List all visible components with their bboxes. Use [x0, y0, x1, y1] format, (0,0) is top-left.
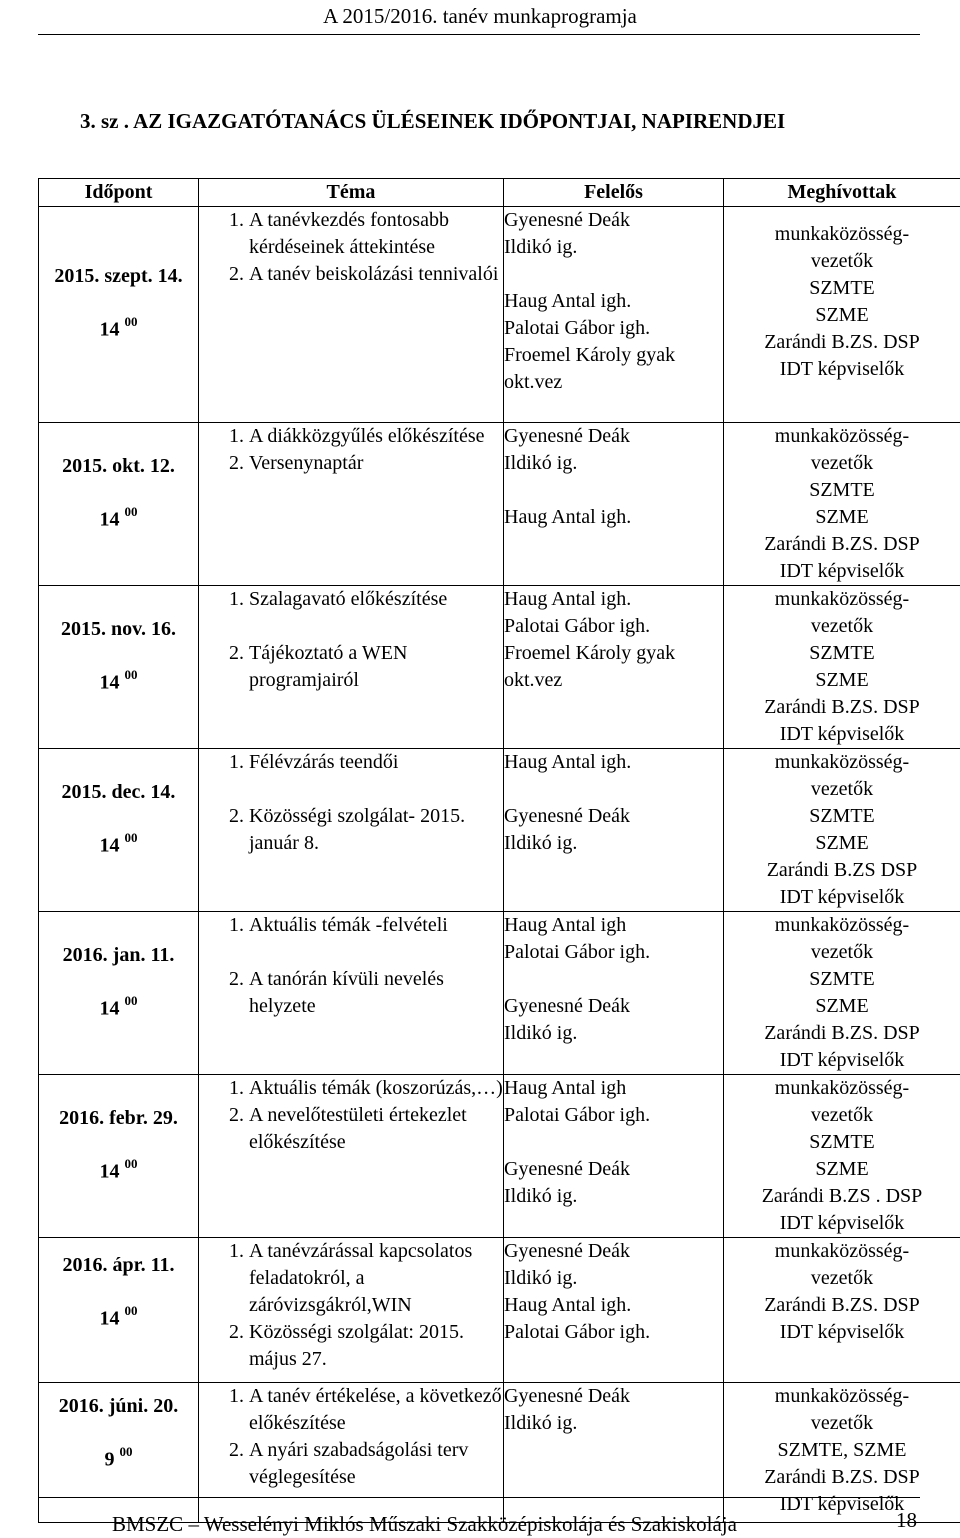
responsible-line: Ildikó ig. [504, 1185, 578, 1207]
meeting-time [39, 1440, 198, 1474]
responsible-line: okt.vez [504, 669, 563, 691]
guest-line: SZME [815, 304, 869, 326]
responsible-line: Ildikó ig. [504, 236, 578, 258]
responsible-line: Froemel Károly gyak [504, 344, 676, 366]
guest-line: SZME [815, 995, 869, 1017]
guest-line: Zarándi B.ZS . DSP [761, 1185, 923, 1207]
topic-list [199, 1075, 503, 1156]
meeting-date-cell [39, 586, 199, 749]
guest-line: munkaközösség- [774, 1385, 910, 1407]
responsible-cell [504, 586, 724, 749]
meeting-time-minutes: 00 [124, 504, 138, 519]
topic-item: 1. A tanév értékelése, a következő előkészítése [249, 1383, 503, 1437]
responsible-line: Gyenesné Deák [504, 425, 631, 447]
meeting-time-hour: 14 [99, 508, 120, 531]
guest-line: vezetők [810, 250, 874, 272]
responsible-line: Gyenesné Deák [504, 1385, 631, 1407]
guest-line: munkaközösség- [774, 751, 910, 773]
meeting-time-hour: 14 [99, 318, 120, 341]
responsible-line: Haug Antal igh. [504, 506, 632, 528]
meeting-time [39, 1152, 198, 1186]
guest-line: munkaközösség- [774, 1240, 910, 1262]
meeting-date: 2015. okt. 12. [62, 455, 175, 477]
table-row [39, 423, 960, 586]
responsible-line: Palotai Gábor igh. [504, 1104, 651, 1126]
topic-cell [199, 207, 504, 423]
meeting-time-minutes: 00 [119, 1444, 133, 1459]
meeting-time-hour: 14 [99, 997, 120, 1020]
meeting-time-hour: 14 [99, 834, 120, 857]
guest-line: SZME [815, 1158, 869, 1180]
meeting-time-hour: 14 [99, 1160, 120, 1183]
table-row [39, 1238, 960, 1383]
responsible-line: Haug Antal igh [504, 914, 627, 936]
schedule-table [38, 178, 960, 1523]
topic-item: 1. Aktuális témák -felvételi [249, 912, 503, 939]
meeting-time-minutes: 00 [124, 1156, 138, 1171]
responsible-line: Ildikó ig. [504, 1022, 578, 1044]
meeting-time-hour: 14 [99, 1307, 120, 1330]
table-row [39, 749, 960, 912]
meeting-time-minutes: 00 [124, 830, 138, 845]
topic-list [199, 207, 503, 288]
meeting-time-hour: 14 [99, 671, 120, 694]
guests-cell [724, 749, 960, 912]
meeting-date: 2015. dec. 14. [61, 781, 176, 803]
header-date: Időpont [39, 179, 199, 207]
topic-list [199, 423, 503, 477]
topic-item: 2. A nevelőtestületi értekezlet előkészítése [249, 1102, 503, 1156]
guests-cell [724, 586, 960, 749]
responsible-cell [504, 1075, 724, 1238]
page-header-title: A 2015/2016. tanév munkaprogramja [323, 4, 637, 28]
topic-item: 2. A tanórán kívüli nevelés helyzete [249, 966, 503, 1020]
guest-line: IDT képviselők [779, 560, 905, 582]
guest-line: Zarándi B.ZS. DSP [764, 1294, 920, 1316]
guest-line: Zarándi B.ZS DSP [766, 859, 918, 881]
table-header-row [39, 179, 960, 207]
meeting-date: 2015. nov. 16. [60, 618, 177, 640]
guest-line: SZMTE [809, 277, 875, 299]
responsible-cell [504, 423, 724, 586]
responsible-cell [504, 1238, 724, 1383]
responsible-line: Palotai Gábor igh. [504, 941, 651, 963]
guest-line: IDT képviselők [779, 1493, 905, 1515]
topic-item: 2. Tájékoztató a WEN programjairól [249, 640, 503, 694]
responsible-line: Haug Antal igh. [504, 588, 632, 610]
topic-cell [199, 749, 504, 912]
responsible-line [504, 776, 723, 803]
meeting-time-minutes: 00 [124, 1303, 138, 1318]
meeting-date: 2016. ápr. 11. [62, 1254, 175, 1276]
guests-cell [724, 912, 960, 1075]
guest-line: vezetők [810, 615, 874, 637]
topic-item: 2. A tanév beiskolázási tennivalói [249, 261, 503, 288]
guest-line: IDT képviselők [779, 886, 905, 908]
responsible-line [504, 1129, 723, 1156]
meeting-time-minutes: 00 [124, 993, 138, 1008]
topic-list [199, 586, 503, 694]
topic-item: 2. Közösségi szolgálat: 2015. május 27. [249, 1319, 503, 1373]
topic-item: 2. Közösségi szolgálat- 2015. január 8. [249, 803, 503, 857]
topic-list [199, 749, 503, 857]
meeting-date: 2015. szept. 14. [54, 265, 183, 287]
guest-line: SZME [815, 669, 869, 691]
footer-text: BMSZC – Wesselényi Miklós Műszaki Szakközépiskolája és Szakiskolája [112, 1512, 737, 1536]
responsible-cell [504, 1383, 724, 1523]
topic-cell [199, 1075, 504, 1238]
responsible-line: Gyenesné Deák [504, 1240, 631, 1262]
topic-list [199, 912, 503, 1020]
guests-cell [724, 1075, 960, 1238]
responsible-line: Gyenesné Deák [504, 1158, 631, 1180]
guest-line: vezetők [810, 452, 874, 474]
guests-cell [724, 423, 960, 586]
responsible-line: Ildikó ig. [504, 1412, 578, 1434]
topic-item: 2. A nyári szabadságolási terv véglegesítése [249, 1437, 503, 1491]
guest-line: vezetők [810, 1267, 874, 1289]
guest-line: SZMTE [809, 642, 875, 664]
meeting-date-cell [39, 1238, 199, 1383]
guest-line: munkaközösség- [774, 223, 910, 245]
guest-line: Zarándi B.ZS. DSP [764, 1022, 920, 1044]
responsible-cell [504, 207, 724, 423]
meeting-date-cell [39, 423, 199, 586]
meeting-date-cell [39, 1383, 199, 1523]
guests-cell [724, 1383, 960, 1523]
guests-cell [724, 1238, 960, 1383]
guest-line: munkaközösség- [774, 588, 910, 610]
responsible-line: Haug Antal igh [504, 1077, 627, 1099]
table-row [39, 1075, 960, 1238]
guest-line: vezetők [810, 1104, 874, 1126]
meeting-date-cell [39, 1075, 199, 1238]
guest-line: Zarándi B.ZS. DSP [764, 331, 920, 353]
topic-item: 1. Szalagavató előkészítése [249, 586, 503, 613]
footer-divider [38, 1497, 920, 1498]
header-topic: Téma [199, 179, 504, 207]
header-divider [38, 34, 920, 35]
guest-line: IDT képviselők [779, 723, 905, 745]
guest-line: SZMTE [809, 1131, 875, 1153]
schedule-rows [39, 207, 960, 1523]
meeting-date: 2016. jan. 11. [62, 944, 175, 966]
responsible-line: Ildikó ig. [504, 832, 578, 854]
responsible-line [504, 477, 723, 504]
meeting-time [39, 1299, 198, 1333]
responsible-line: Palotai Gábor igh. [504, 1321, 651, 1343]
responsible-line: Palotai Gábor igh. [504, 615, 651, 637]
guest-line: SZMTE [809, 805, 875, 827]
responsible-line: Palotai Gábor igh. [504, 317, 651, 339]
guest-line: SZME [815, 832, 869, 854]
page-number: 18 [896, 1508, 917, 1532]
responsible-line [504, 261, 723, 288]
responsible-line: Gyenesné Deák [504, 209, 631, 231]
meeting-time [39, 989, 198, 1023]
responsible-line: Haug Antal igh. [504, 290, 632, 312]
guests-cell [724, 207, 960, 423]
meeting-date-cell [39, 912, 199, 1075]
responsible-line: Haug Antal igh. [504, 751, 632, 773]
responsible-line: Haug Antal igh. [504, 1294, 632, 1316]
meeting-date-cell [39, 749, 199, 912]
guest-line: IDT képviselők [779, 1321, 905, 1343]
responsible-line: okt.vez [504, 371, 563, 393]
topic-list [199, 1238, 503, 1373]
meeting-time [39, 500, 198, 534]
table-row [39, 1383, 960, 1523]
meeting-time-hour: 9 [104, 1448, 115, 1471]
guest-line: IDT képviselők [779, 358, 905, 380]
guest-line: vezetők [810, 941, 874, 963]
meeting-time [39, 826, 198, 860]
guest-line: IDT képviselők [779, 1212, 905, 1234]
topic-item: 1. Aktuális témák (koszorúzás,…) [249, 1075, 503, 1102]
responsible-line [504, 966, 723, 993]
topic-item: 2. Versenynaptár [249, 450, 503, 477]
responsible-line: Gyenesné Deák [504, 995, 631, 1017]
topic-cell [199, 1238, 504, 1383]
guest-line: SZME [815, 506, 869, 528]
guest-line: SZMTE, SZME [777, 1439, 907, 1461]
guest-line: SZMTE [809, 479, 875, 501]
meeting-date: 2016. febr. 29. [59, 1107, 178, 1129]
meeting-time-minutes: 00 [124, 314, 138, 329]
topic-item: 1. A diákközgyűlés előkészítése [249, 423, 503, 450]
topic-cell [199, 912, 504, 1075]
section-title: 3. sz . AZ IGAZGATÓTANÁCS ÜLÉSEINEK IDŐPONTJAI, NAPIRENDJEI [80, 109, 786, 133]
guest-line: Zarándi B.ZS. DSP [764, 533, 920, 555]
topic-list [199, 1383, 503, 1491]
table-row [39, 207, 960, 423]
header-guests: Meghívottak [724, 179, 960, 207]
topic-item: 1. A tanévzárással kapcsolatos feladatokról, a záróvizsgákról,WIN [249, 1238, 503, 1319]
meeting-time [39, 663, 198, 697]
topic-item: 1. A tanévkezdés fontosabb kérdéseinek áttekintése [249, 207, 503, 261]
guest-line: munkaközösség- [774, 914, 910, 936]
responsible-line: Froemel Károly gyak [504, 642, 676, 664]
meeting-date-cell [39, 207, 199, 423]
header-responsible: Felelős [504, 179, 724, 207]
table-row [39, 586, 960, 749]
guest-line: vezetők [810, 1412, 874, 1434]
meeting-time-minutes: 00 [124, 667, 138, 682]
guest-line: Zarándi B.ZS. DSP [764, 1466, 920, 1488]
guest-line: vezetők [810, 778, 874, 800]
responsible-line: Ildikó ig. [504, 452, 578, 474]
guest-line: munkaközösség- [774, 1077, 910, 1099]
responsible-cell [504, 912, 724, 1075]
responsible-cell [504, 749, 724, 912]
table-row [39, 912, 960, 1075]
guest-line: munkaközösség- [774, 425, 910, 447]
responsible-line: Gyenesné Deák [504, 805, 631, 827]
topic-cell [199, 586, 504, 749]
guest-line: Zarándi B.ZS. DSP [764, 696, 920, 718]
responsible-line: Ildikó ig. [504, 1267, 578, 1289]
topic-cell [199, 423, 504, 586]
guest-line: SZMTE [809, 968, 875, 990]
topic-cell [199, 1383, 504, 1523]
meeting-time [39, 310, 198, 344]
meeting-date: 2016. júni. 20. [58, 1395, 179, 1417]
guest-line: IDT képviselők [779, 1049, 905, 1071]
topic-item: 1. Félévzárás teendői [249, 749, 503, 776]
